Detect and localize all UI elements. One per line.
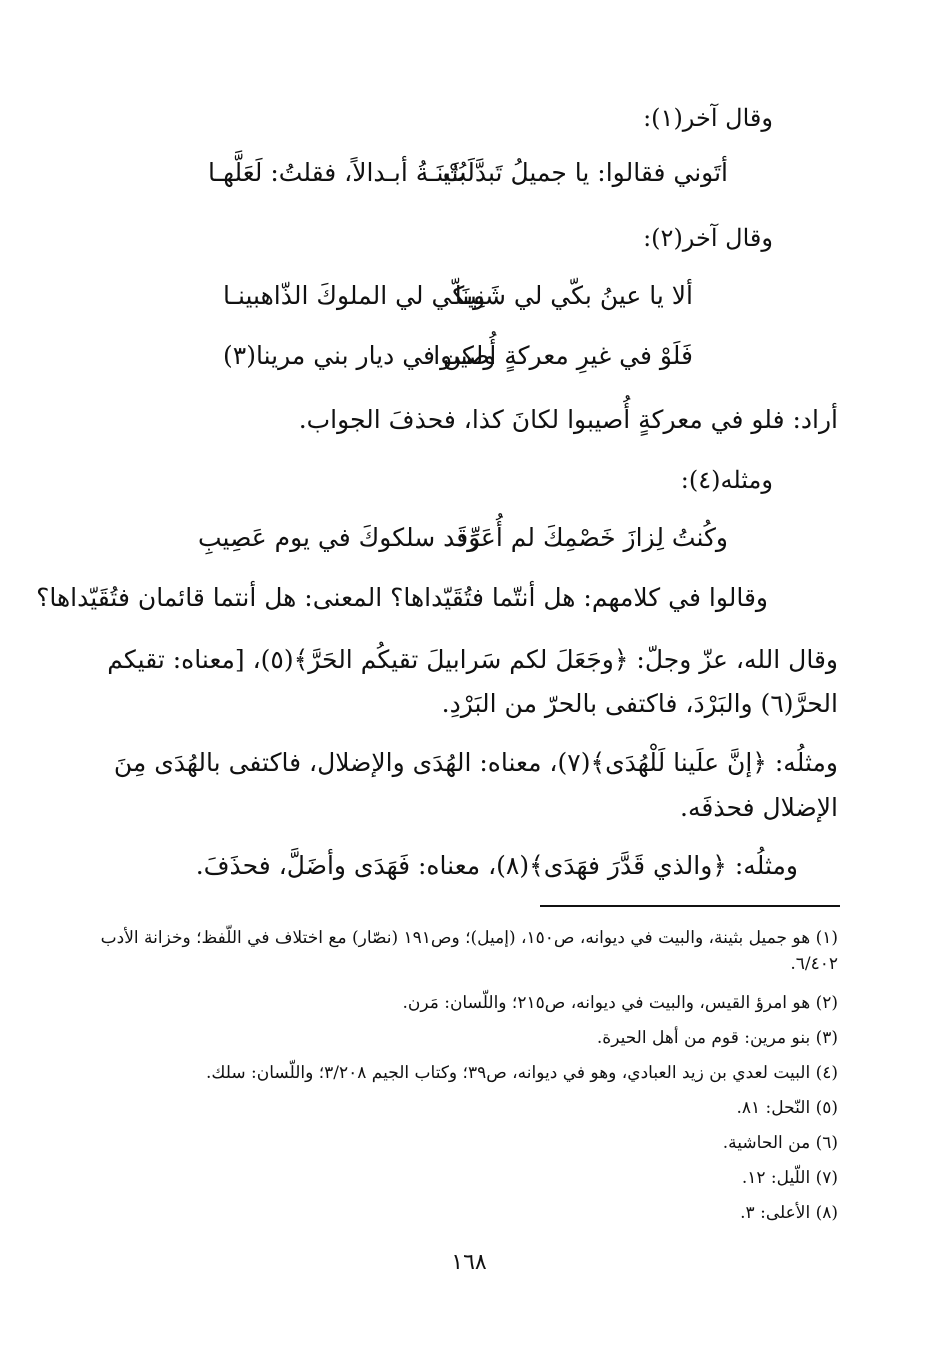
page-number: ١٦٨ [451,1250,487,1275]
intro-line-1: وقال آخر(١): [643,104,773,132]
prose-line: وقال الله، عزّ وجلّ: ﴿وجَعَلَ لكم سَرابيلَ تقيكُم الحَرَّ﴾(٥)، [معناه: تقيكم [107,645,838,674]
verse-line-2 [223,278,693,314]
verse-hemistich-right: ألا يا عينُ بكّي لي شَنِينَا [454,281,693,310]
verse-hemistich-left: ولكن في ديار بني مرينا(٣) [223,341,496,370]
prose-line: وقالوا في كلامهم: هل أنتّما فتُقَيّداها؟ المعنى: هل أنتما قائمان فتُقَيّداها؟ [36,583,768,612]
footnote-1: (١) هو جميل بثينة، والبيت في ديوانه، ص١٥٠، (إميل)؛ وص١٩١ (نصّار) مع اختلاف في اللّفظ؛ وخزانة الأدب ٦/٤٠٢. [100,928,838,974]
prose-line: أراد: فلو في معركةٍ أُصيبوا لكانَ كذا، فحذفَ الجواب. [298,405,838,434]
verse-hemistich-right: وكُنتُ لِزازَ خَصْمِكَ لم أُعَرِّد [456,523,728,552]
footnote-4: (٤) البيت لعدي بن زيد العبادي، وهو في ديوانه، ص٣٩؛ وكتاب الجيم ٣/٢٠٨؛ واللّسان: سلك. [206,1063,838,1083]
intro-line-2: وقال آخر(٢): [643,224,773,252]
footnote-8: (٨) الأعلى: ٣. [740,1203,838,1223]
footnote-7: (٧) اللّيل: ١٢. [741,1168,838,1188]
footnote-5: (٥) النّحل: ٨١. [736,1098,838,1118]
verse-hemistich-left: بُثَينَـةُ أبـدالاً، فقلتُ: لَعَلَّهـا [208,158,467,187]
footnote-6: (٦) من الحاشية. [722,1133,838,1153]
prose-line: الحرَّ(٦) والبَرْدَ، فاكتفى بالحرّ من البَرْدِ. [441,689,838,718]
verse-hemistich-left: وَقَد سلكوكَ في يوم عَصِيبِ [198,523,481,552]
verse-line-1 [208,155,728,191]
prose-line: الإضلال فحذفَه. [680,793,838,822]
verse-hemistich-left: وبكّي لي الملوكَ الذّاهبينـا [223,281,486,310]
verse-hemistich-right: فَلَوْ في غيرِ معركةٍ أُصيبوا [433,341,693,370]
verse-line-3 [223,338,693,374]
intro-line-3: ومثله(٤): [680,466,773,494]
prose-line: ومثلُه: ﴿والذي قَدَّرَ فهَدَى﴾(٨)، معناه: فَهَدَى وأضَلَّ، فحذَفَ. [195,851,798,880]
footnote-3: (٣) بنو مرين: قوم من أهل الحيرة. [596,1028,838,1048]
footnote-2: (٢) هو امرؤ القيس، والبيت في ديوانه، ص٢١٥؛ واللّسان: مَرن. [402,993,838,1013]
verse-hemistich-right: أتَوني فقالوا: يا جميلُ تَبدَّلَتْ [442,158,728,187]
footnote-separator [540,905,840,907]
verse-line-4 [198,520,728,556]
prose-line: ومثلُه: ﴿إنَّ علَينا لَلْهُدَى﴾(٧)، معناه: الهُدَى والإضلال، فاكتفى بالهُدَى مِنَ [113,748,838,777]
